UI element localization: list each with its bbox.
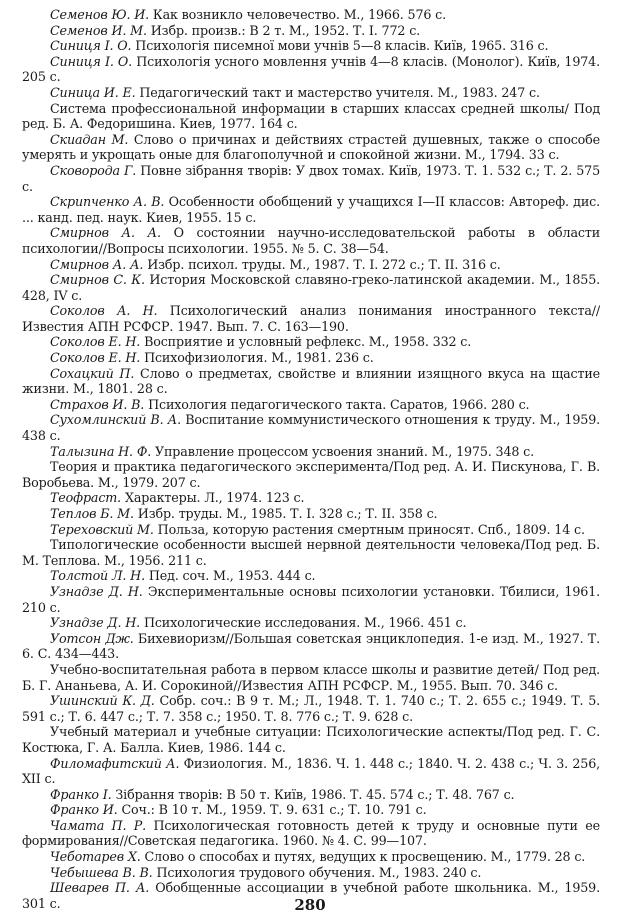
entry-author: Соколов Е. Н.	[50, 350, 141, 366]
entry-author: Синица И. Е.	[50, 84, 136, 100]
entry-author: Соколов А. Н.	[50, 303, 158, 319]
entry-author: Толстой Л. Н.	[50, 568, 145, 584]
entry-author: Семенов Ю. И.	[50, 7, 150, 22]
entry-text: Как возникло человечество. М., 1966. 576 с.	[152, 7, 447, 22]
bibliography-entry	[22, 849, 600, 865]
bibliography-entry	[22, 303, 600, 334]
entry-author: Уотсон Дж.	[50, 630, 134, 646]
entry-author: Синиця І. О.	[50, 38, 132, 54]
bibliography-entry	[22, 490, 600, 506]
entry-text: Слово о предметах, свойстве и влиянии изящного вкуса на щастие жизни. М., 1801. 28 с.	[22, 365, 600, 397]
entry-author: Шеварев П. А.	[50, 880, 150, 896]
bibliography-entry	[22, 724, 600, 755]
bibliography-entry	[22, 818, 600, 849]
entry-author: Теплов Б. М.	[50, 506, 134, 521]
entry-text: Особенности обобщений у учащихся I—II классов: Автореф. дис. ... канд. пед. наук. Киев, 1955. 15 с.	[22, 194, 600, 225]
bibliography-entry	[22, 54, 600, 85]
entry-author: Тереховский М.	[50, 521, 154, 537]
bibliography-entry	[22, 85, 600, 101]
entry-text: Пед. соч. М., 1953. 444 с.	[148, 568, 316, 584]
bibliography-entry	[22, 334, 600, 350]
entry-text: Обобщенные ассоциации в учебной работе школьника. М., 1959. 301 с.	[22, 880, 600, 911]
bibliography-entry	[22, 412, 600, 443]
entry-text: О состоянии научно-исследовательской работы в области психологии//Вопросы психологии. 1955. № 5. С. 38—54.	[22, 225, 600, 256]
entry-text: Слово о способах и путях, ведущих к просвещению. М., 1779. 28 с.	[144, 849, 586, 865]
bibliography-entry	[22, 101, 600, 132]
entry-text: Типологические особенности высшей нервной деятельности человека/Под ред. Б. М. Теплова. М., 1956. 211 с.	[22, 537, 600, 568]
entry-text: Учебный материал и учебные ситуации: Психологические аспекты/Под ред. Г. С. Костюка, Г. А. Балла. Киев, 1986. 144 с.	[22, 724, 600, 755]
entry-author: Узнадзе Д. Н.	[50, 615, 141, 631]
entry-text: Воспитание коммунистического отношения к труду. М., 1959. 438 с.	[22, 412, 600, 444]
bibliography-entry	[22, 23, 600, 39]
entry-author: Франко І.	[50, 786, 112, 802]
entry-text: Психологія писемної мови учнів 5—8 класів. Київ, 1965. 316 с.	[135, 38, 549, 54]
entry-text: Собр. соч.: В 9 т. М.; Л., 1948. Т. 1. 740 с.; Т. 2. 655 с.; 1949. Т. 5. 591 с.; Т. 6. 447 с.; Т. 7. 358 с.; 1950. Т. 8. 776 с.; Т. 9. 628 с.	[22, 693, 600, 724]
entry-author: Смирнов А. А.	[50, 256, 144, 272]
entry-text: Психологическая готовность детей к труду и основные пути ее формирования//Советская педагогика. 1960. № 4. С. 99—107.	[22, 817, 600, 849]
bibliography-entry	[22, 584, 600, 615]
entry-text: Восприятие и условный рефлекс. М., 1958. 332 с.	[144, 334, 472, 350]
entry-text: Учебно-воспитательная работа в первом классе школы и развитие детей/ Под ред. Б. Г. Ананьева, А. И. Сорокиной//Известия АПН РСФСР. М., 1955. Вып. 70. 346 с.	[22, 661, 600, 693]
entry-author: Филомафитский А.	[50, 755, 180, 771]
entry-text: Управление процессом усвоения знаний. М., 1975. 348 с.	[154, 443, 535, 459]
entry-author: Теофраст.	[50, 490, 122, 506]
entry-author: Чебышева В. В.	[50, 864, 153, 880]
entry-text: Система профессиональной информации в старших классах средней школы/ Под ред. Б. А. Федоришина. Киев, 1977. 164 с.	[22, 100, 600, 132]
entry-text: История Московской славяно-греко-латинской академии. М., 1855. 428, IV с.	[22, 272, 600, 303]
entry-text: Психологические исследования. М., 1966. 451 с.	[143, 615, 467, 631]
entry-text: Психологія усного мовлення учнів 4—8 класів. (Монолог). Київ, 1974. 205 с.	[22, 53, 600, 85]
bibliography-entry	[22, 366, 600, 397]
entry-text: Психофизиология. М., 1981. 236 с.	[144, 350, 374, 366]
entry-text: Психологический анализ понимания иностранного текста// Известия АПН РСФСР. 1947. Вып. 7. С. 163—190.	[22, 303, 600, 334]
bibliography-entry	[22, 132, 600, 163]
page-number: 280	[294, 896, 326, 914]
entry-author: Семенов И. М.	[50, 22, 147, 38]
entry-text: Теория и практика педагогического эксперимента/Под ред. А. И. Пискунова, Г. В. Воробьева. М., 1979. 207 с.	[22, 459, 600, 490]
entry-text: Бихевиоризм//Большая советская энциклопедия. 1-е изд. М., 1927. Т. 6. С. 434—443.	[22, 630, 600, 662]
bibliography-entry	[22, 787, 600, 803]
entry-author: Скиадан М.	[50, 131, 129, 147]
entry-text: Экспериментальные основы психологии установки. Тбилиси, 1961. 210 с.	[22, 583, 601, 615]
entry-author: Скрипченко А. В.	[50, 194, 165, 210]
entry-author: Сковорода Г.	[50, 162, 137, 178]
entry-author: Смирнов А. А.	[50, 225, 161, 241]
entry-author: Сухомлинский В. А.	[50, 412, 181, 428]
entry-author: Сохацкий П.	[50, 365, 135, 381]
entry-author: Узнадзе Д. Н.	[50, 583, 143, 599]
bibliography-entry	[22, 397, 600, 413]
bibliography-entry	[22, 537, 600, 568]
bibliography-entry	[22, 444, 600, 460]
bibliography-entry	[22, 662, 600, 693]
entry-author: Соколов Е. Н.	[50, 334, 141, 350]
entry-author: Ушинский К. Д.	[50, 693, 155, 709]
entry-author: Чеботарев Х.	[50, 849, 141, 865]
bibliography-entry	[22, 459, 600, 490]
bibliography-entry	[22, 522, 600, 538]
entry-text: Психология педагогического такта. Саратов, 1966. 280 с.	[148, 396, 530, 412]
entry-text: Избр. труды. М., 1985. Т. I. 328 с.; Т. II. 358 с.	[137, 506, 438, 521]
bibliography-entry	[22, 7, 600, 23]
entry-author: Чамата П. Р.	[50, 817, 147, 833]
bibliography-entry	[22, 631, 600, 662]
bibliography-entry	[22, 194, 600, 225]
bibliography-entry	[22, 865, 600, 881]
bibliography-entry	[22, 756, 600, 787]
bibliography-entry	[22, 693, 600, 724]
bibliography-entry	[22, 615, 600, 631]
bibliography-page	[22, 7, 600, 911]
bibliography-entry	[22, 802, 600, 818]
bibliography-entry	[22, 272, 600, 303]
bibliography-entry	[22, 38, 600, 54]
entry-text: Педагогический такт и мастерство учителя. М., 1983. 247 с.	[139, 84, 540, 100]
entry-author: Талызина Н. Ф.	[50, 443, 152, 459]
entry-author: Смирнов С. К.	[50, 272, 145, 288]
entry-text: Физиология. М., 1836. Ч. 1. 448 с.; 1840. Ч. 2. 438 с.; Ч. 3. 256, XII с.	[22, 755, 600, 787]
entry-text: Слово о причинах и действиях страстей душевных, также о способе умерять и укрощать оные для благополучной и спокойной жизни. М., 1794. 33 с.	[22, 131, 600, 163]
entry-text: Польза, которую растения смертным приносят. Спб., 1809. 14 с.	[157, 521, 585, 537]
bibliography-entry	[22, 568, 600, 584]
bibliography-entry	[22, 350, 600, 366]
entry-text: Избр. произв.: В 2 т. М., 1952. Т. I. 772 с.	[150, 22, 421, 38]
entry-text: Психология трудового обучения. М., 1983. 240 с.	[156, 864, 482, 880]
entry-text: Избр. психол. труды. М., 1987. Т. I. 272 с.; Т. II. 316 с.	[147, 256, 501, 272]
bibliography-entry	[22, 163, 600, 194]
entry-text: Повне зібрання творів: У двох томах. Київ, 1973. Т. 1. 532 с.; Т. 2. 575 с.	[22, 162, 600, 194]
entry-author: Страхов И. В.	[50, 396, 145, 412]
bibliography-entry	[22, 506, 600, 522]
bibliography-entry	[22, 225, 600, 256]
entry-text: Зібрання творів: В 50 т. Київ, 1986. Т. 45. 574 с.; Т. 48. 767 с.	[115, 786, 515, 802]
entry-author: Франко И.	[50, 802, 118, 818]
bibliography-entry	[22, 257, 600, 273]
entry-text: Характеры. Л., 1974. 123 с.	[124, 490, 305, 506]
entry-text: Соч.: В 10 т. М., 1959. Т. 9. 631 с.; Т. 10. 791 с.	[121, 802, 427, 818]
entry-author: Синиця І. О.	[50, 53, 133, 69]
